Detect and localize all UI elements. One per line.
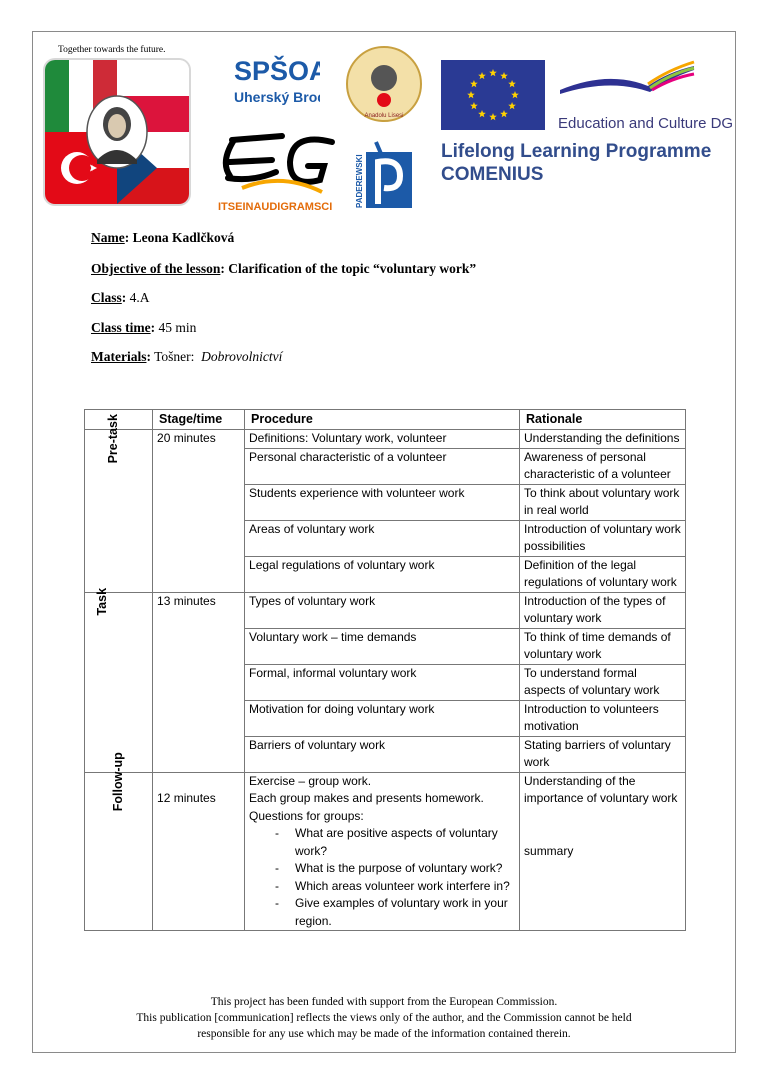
procedure-cell: Areas of voluntary work [245, 520, 520, 556]
procedure-cell: Definitions: Voluntary work, volunteer [245, 430, 520, 449]
task-time: 13 minutes [153, 592, 245, 772]
class-label: Class [91, 290, 122, 305]
procedure-cell: Formal, informal voluntary work [245, 664, 520, 700]
followup-procedure-cell [245, 772, 520, 931]
eu-star-icon [489, 113, 497, 120]
table-row [85, 772, 686, 931]
rationale-cell: Understanding the definitions [520, 430, 686, 449]
objective-label: Objective of the lesson [91, 261, 221, 276]
eu-star-icon [511, 91, 519, 98]
spsoa-city-text: Uherský Brod [234, 89, 320, 105]
lesson-class-line: Class: 4.A [91, 290, 150, 305]
procedure-cell: Personal characteristic of a volunteer [245, 448, 520, 484]
footer-line: This publication [communication] reflects the views only of the author, and the Commission cannot be held [136, 1012, 632, 1024]
name-value: : Leona Kadlčková [124, 230, 235, 245]
rationale-cell: To understand formal aspects of voluntary work [520, 664, 686, 700]
eu-star-icon [500, 110, 508, 117]
table-header-row [85, 410, 686, 430]
footer-line: This project has been funded with support from the European Commission. [210, 996, 558, 1008]
materials-author: Tošner: [154, 349, 195, 364]
anadolu-lisesi-seal [345, 45, 423, 123]
paderewski-logo [352, 138, 414, 210]
phase-followup: Follow-up [85, 772, 153, 931]
followup-line: Exercise – group work. [249, 773, 372, 788]
procedure-cell: Barriers of voluntary work [245, 736, 520, 772]
procedure-cell: Legal regulations of voluntary work [245, 556, 520, 592]
rationale-cell: To think about voluntary work in real world [520, 484, 686, 520]
footer-line: responsible for any use which may be made of the information contained therein. [197, 1028, 571, 1040]
eu-star-icon [478, 72, 486, 79]
paderewski-caption: PADEREWSKI [355, 154, 364, 208]
eu-star-icon [508, 80, 516, 87]
procedure-cell: Types of voluntary work [245, 592, 520, 628]
llp-title: Lifelong Learning Programme [441, 141, 712, 162]
rationale-cell: Introduction of the types of voluntary work [520, 592, 686, 628]
table-row [85, 592, 686, 628]
rationale-cell: Stating barriers of voluntary work [520, 736, 686, 772]
materials-title: Dobrovolnictví [201, 349, 283, 364]
eu-star-icon [478, 110, 486, 117]
procedure-header: Procedure [245, 410, 520, 430]
lifelong-learning-programme-text [441, 140, 711, 186]
seal-text: Anadolu Lisesi [364, 113, 404, 119]
class-value: 4.A [129, 290, 150, 305]
eu-star-icon [489, 69, 497, 76]
followup-summary: summary [524, 843, 574, 858]
eu-stars [441, 60, 545, 130]
list-item: - Give examples of voluntary work in your region. [295, 895, 515, 930]
class-time-value: 45 min [158, 320, 197, 335]
rationale-cell: Awareness of personal characteristic of a volunteer [520, 448, 686, 484]
education-culture-text: Education and Culture DG [558, 115, 734, 132]
materials-label: Materials [91, 349, 147, 364]
flags-graphic [45, 60, 189, 204]
followup-line: Each group makes and presents homework. [249, 791, 484, 805]
education-culture-wave-icon [558, 60, 696, 110]
question-list [249, 825, 515, 930]
eu-star-icon [470, 102, 478, 109]
stage-time-header: Stage/time [153, 410, 245, 430]
eu-star-icon [467, 91, 475, 98]
class-time-label: Class time [91, 320, 151, 335]
list-item: - What are positive aspects of voluntary work? [295, 825, 515, 860]
eu-star-icon [470, 80, 478, 87]
followup-time: 12 minutes [153, 772, 245, 931]
rationale-header: Rationale [520, 410, 686, 430]
eg-caption: ITSEINAUDIGRAMSCI [218, 201, 333, 213]
procedure-cell: Motivation for doing voluntary work [245, 700, 520, 736]
spsoa-logo-text: SPŠOA [234, 56, 320, 86]
project-tagline: Together towards the future. [58, 45, 166, 55]
objective-value: : Clarification of the topic “voluntary work” [220, 261, 477, 276]
partner-flags-logo [45, 60, 189, 204]
procedure-cell: Students experience with volunteer work [245, 484, 520, 520]
comenius-title: COMENIUS [441, 164, 544, 185]
phase-pretask: Pre-task [85, 430, 153, 593]
einaudi-gramsci-logo [212, 132, 340, 216]
list-item: - What is the purpose of voluntary work? [295, 860, 515, 878]
rationale-cell: To think of time demands of voluntary work [520, 628, 686, 664]
followup-rationale-cell [520, 772, 686, 931]
pretask-time: 20 minutes [153, 430, 245, 593]
phase-task: Task [85, 592, 153, 772]
lesson-name-line [91, 230, 234, 246]
lesson-plan-table [84, 409, 686, 931]
rationale-cell: Introduction of voluntary work possibilities [520, 520, 686, 556]
spsoa-logo [232, 52, 320, 112]
lesson-time-line: Class time: 45 min [91, 320, 197, 335]
table-row [85, 430, 686, 449]
rationale-cell: Definition of the legal regulations of voluntary work [520, 556, 686, 592]
eu-star-icon [500, 72, 508, 79]
procedure-cell: Voluntary work – time demands [245, 628, 520, 664]
funding-disclaimer [40, 994, 728, 1042]
rationale-cell: Introduction to volunteers motivation [520, 700, 686, 736]
name-label: Name [91, 230, 125, 245]
followup-line: Questions for groups: [249, 808, 364, 823]
followup-rationale: Understanding of the importance of voluntary work [524, 773, 678, 805]
eu-star-icon [508, 102, 516, 109]
lesson-materials-line: Materials: Tošner: Dobrovolnictví [91, 349, 283, 364]
lesson-objective-line [91, 261, 476, 277]
list-item: - Which areas volunteer work interfere in? [295, 878, 515, 896]
eu-flag [441, 60, 545, 130]
